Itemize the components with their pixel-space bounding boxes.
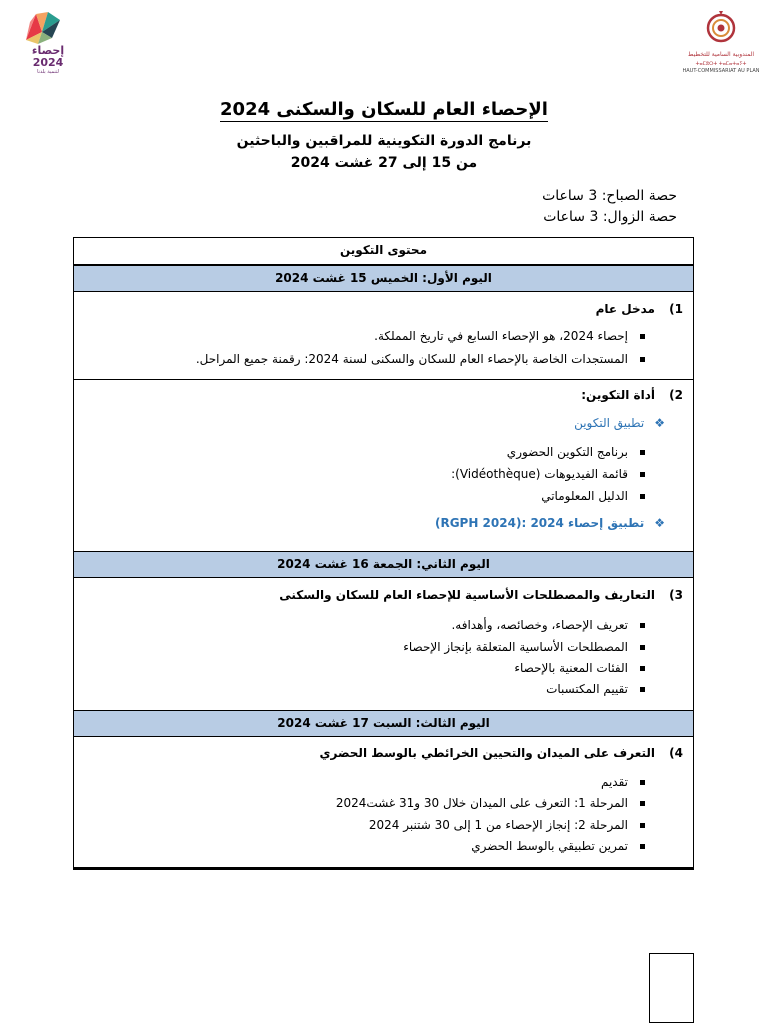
svg-text:لتنمية بلدنا: لتنمية بلدنا xyxy=(37,69,59,75)
list-item: برنامج التكوين الحضوري xyxy=(507,445,645,459)
list-item: قائمة الفيديوهات (Vidéothèque): xyxy=(451,467,645,481)
list-item: المرحلة 2: إنجاز الإحصاء من 1 إلى 30 شتنبر 2024 xyxy=(369,818,645,832)
section-3-title: 3)التعاريف والمصطلحات الأساسية للإحصاء العام للسكان والسكنى xyxy=(279,588,683,602)
svg-text:إحصاء: إحصاء xyxy=(31,44,65,57)
hcp-caption-tifinagh: ⵜⴰⵎⵓⵔⵜ ⵜⴰⵎⴰⵜⴰⵢⵜ xyxy=(695,61,747,67)
census-app-heading: ❖تطبيق إحصاء 2024 :(RGPH 2024) xyxy=(434,516,665,530)
hcp-caption-arabic: المندوبية السامية للتخطيط xyxy=(687,51,755,58)
table-header: محتوى التكوين xyxy=(74,238,693,265)
day2-band: اليوم الثاني: الجمعة 16 غشت 2024 xyxy=(74,551,693,578)
list-item: إحصاء 2024، هو الإحصاء السابع في تاريخ المملكة. xyxy=(374,329,645,343)
date-range: من 15 إلى 27 غشت 2024 xyxy=(290,155,478,171)
list-item: المصطلحات الأساسية المتعلقة بإنجاز الإحصاء xyxy=(403,640,645,654)
list-item: تعريف الإحصاء، وخصائصه، وأهدافه. xyxy=(451,618,645,632)
list-item: تقييم المكتسبات xyxy=(546,682,645,696)
rgph-2024-logo xyxy=(18,10,78,75)
training-app-heading: ❖تطبيق التكوين xyxy=(574,416,665,430)
section-1-title: 1)مدخل عام xyxy=(595,302,683,316)
afternoon-session: حصة الزوال: 3 ساعات xyxy=(543,209,677,225)
list-item: المرحلة 1: التعرف على الميدان خلال 30 و31 غشت2024 xyxy=(336,796,645,810)
hcp-logo xyxy=(682,8,760,78)
list-item: المستجدات الخاصة بالإحصاء العام للسكان والسكنى لسنة 2024: رقمنة جميع المراحل. xyxy=(196,352,645,366)
divider xyxy=(74,379,693,380)
hcp-caption-french: HAUT-COMMISSARIAT AU PLAN xyxy=(682,68,760,74)
day1-band: اليوم الأول: الخميس 15 غشت 2024 xyxy=(74,265,693,292)
program-subtitle: برنامج الدورة التكوينية للمراقبين والباحثين xyxy=(236,133,532,149)
training-content-table xyxy=(73,237,694,868)
list-item: تمرين تطبيقي بالوسط الحضري xyxy=(471,839,645,853)
morning-session: حصة الصباح: 3 ساعات xyxy=(542,188,677,204)
page-title: الإحصاء العام للسكان والسكنى 2024 xyxy=(220,99,548,120)
list-item: تقديم xyxy=(601,775,645,789)
list-item: الفئات المعنية بالإحصاء xyxy=(514,661,645,675)
page-number-box xyxy=(649,953,694,1023)
svg-text:2024: 2024 xyxy=(32,56,64,69)
section-2-title: 2)أداة التكوين: xyxy=(581,388,683,402)
day3-band: اليوم الثالث: السبت 17 غشت 2024 xyxy=(74,710,693,737)
list-item: الدليل المعلوماتي xyxy=(541,489,645,503)
section-4-title: 4)التعرف على الميدان والتحيين الخرائطي بالوسط الحضري xyxy=(319,746,683,760)
